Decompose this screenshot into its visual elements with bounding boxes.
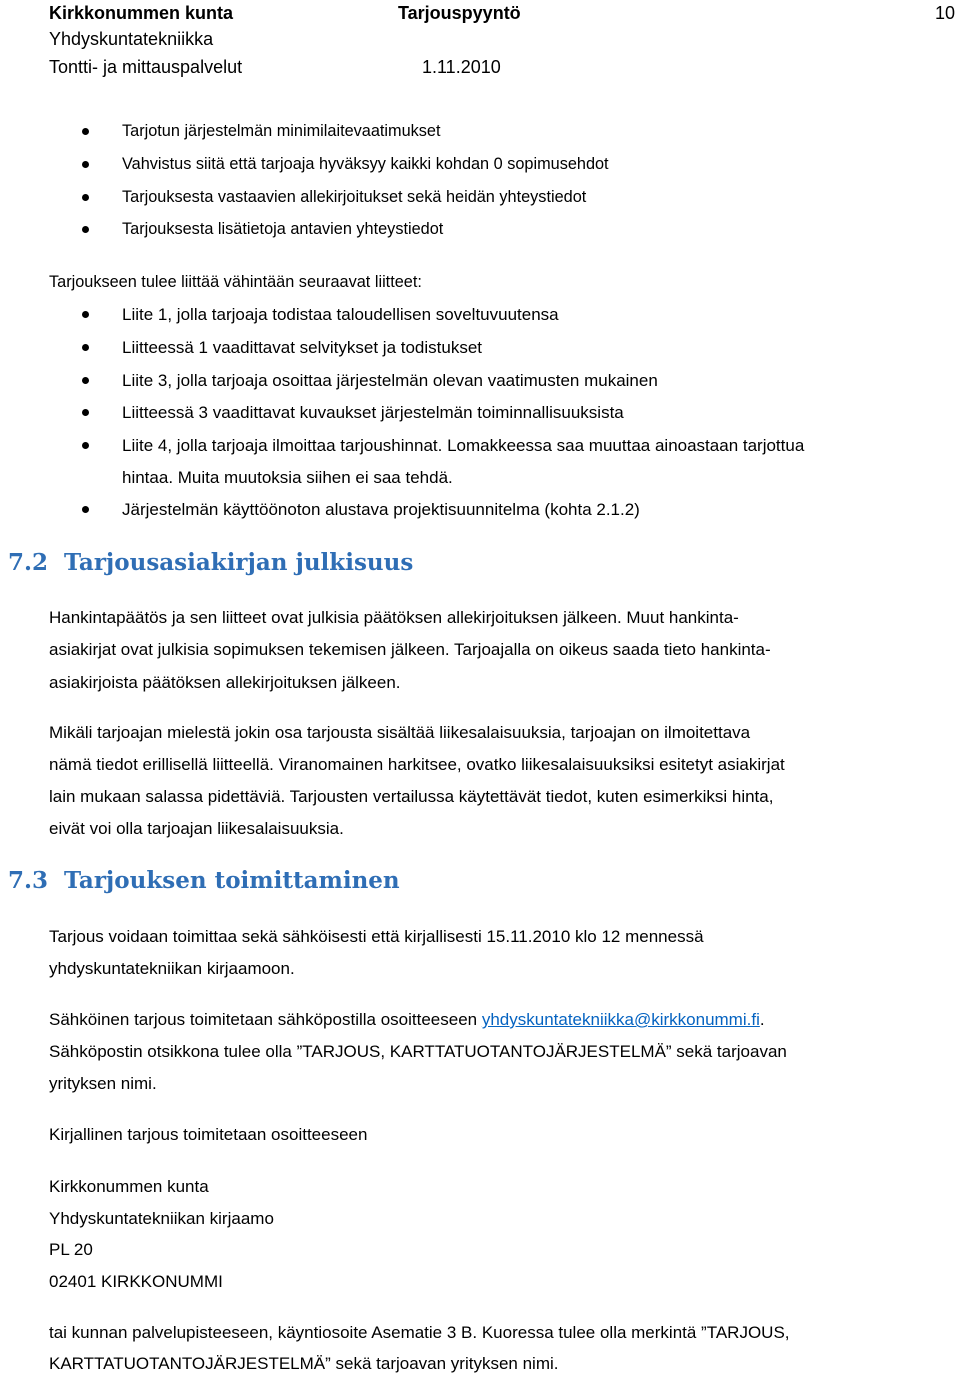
header-org: Kirkkonummen kunta — [49, 3, 234, 23]
paragraph-line: Mikäli tarjoajan mielestä jokin osa tarjousta sisältää liikesalaisuuksia, tarjoajan on ilmoitettava — [49, 723, 751, 742]
bullet-icon — [82, 226, 89, 233]
document-page: Kirkkonummen kunta Tarjouspyyntö 10 Yhdyskuntatekniikka Tontti- ja mittauspalvelut 1.11.2010 Tarjotun järjestelmän minimilaitevaatimukset Vahvistus siitä että tarjoaja hyväksyy kaikki kohdan 0 sopimusehdot Tarjouksesta vastaavien allekirjoitukset sekä heidän yhteystiedot Tarjouksesta lisätietoja antavien yhteystiedot Tarjoukseen tulee liittää vähintään seuraavat liitteet: Liite 1, jolla tarjoaja todistaa taloudellisen soveltuvuutensa Liitteessä 1 vaadittavat selvitykset ja todistukset Liite 3, jolla tarjoaja osoittaa järjestelmän olevan vaatimusten mukainen Liitteessä 3 vaadittavat kuvaukset järjestelmän toiminnallisuuksista Liite 4, jolla tarjoaja ilmoittaa tarjoushinnat. Lomakkeessa saa muuttaa ainoastaan tarjottua hintaa. Muita muutoksia siihen ei saa tehdä. Järjestelmän käyttöönoton alustava projektisuunnitelma (kohta 2.1.2) 7.2 Tarjousasiakirjan julkisuus Hankintapäätös ja sen liitteet ovat julkisia päätöksen allekirjoituksen jälkeen. Muut hankinta- asiakirjat ovat julkisia sopimuksen tekemisen jälkeen. Tarjoajalla on oikeus saada tieto hankinta- asiakirjoista päätöksen allekirjoituksen jälkeen. Mikäli tarjoajan mielestä jokin osa tarjousta sisältää liikesalaisuuksia, tarjoajan on ilmoitettava nämä tiedot erillisellä liitteellä. Viranomainen harkitsee, ovatko liikesalaisuuksiksi esitetyt asiakirjat lain mukaan salassa pidettäviä. Tarjousten vertailussa käytettävät tiedot, kuten esimerkiksi hinta, eivät voi olla tarjoajan liikesalaisuuksia. 7.3 Tarjouksen toimittaminen Tarjous voidaan toimittaa sekä sähköisesti että kirjallisesti 15.11.2010 klo 12 mennessä yhdyskuntatekniikan kirjaamoon. Sähköinen tarjous toimitetaan sähköpostilla osoitteeseen yhdyskuntatekniikka@kirkkonummi.fi. Sähköpostin otsikkona tulee olla ”TARJOUS, KARTTATUOTANTOJÄRJESTELMÄ” sekä tarjoavan yrityksen nimi. Kirjallinen tarjous toimitetaan osoitteeseen Kirkkonummen kunta Yhdyskuntatekniikan kirjaamo PL 20 02401 KIRKKONUMMI tai kunnan palvelupisteeseen, käyntiosoite Asematie 3 B. Kuoressa tulee olla merkintä ”TARJOUS, KARTTATUOTANTOJÄRJESTELMÄ” sekä tarjoavan yrityksen nimi. — [8, 3, 956, 1373]
paragraph-line: yhdyskuntatekniikan kirjaamoon. — [49, 959, 295, 978]
address-line: Yhdyskuntatekniikan kirjaamo — [49, 1209, 274, 1228]
section-heading-7-3: 7.3 Tarjouksen toimittaminen — [8, 867, 400, 894]
paragraph-line: asiakirjat ovat julkisia sopimuksen tekemisen jälkeen. Tarjoajalla on oikeus saada tieto hankinta- — [49, 640, 771, 659]
header-dept: Yhdyskuntatekniikka — [49, 29, 214, 49]
bullet-icon — [82, 442, 89, 449]
attachments-intro: Tarjoukseen tulee liittää vähintään seuraavat liitteet: — [49, 273, 422, 291]
paragraph-line: Hankintapäätös ja sen liitteet ovat julkisia päätöksen allekirjoituksen jälkeen. Muut hankinta- — [49, 608, 739, 627]
paragraph-line: Sähköinen tarjous toimitetaan sähköpostilla osoitteeseen yhdyskuntatekniikka@kirkkonummi.fi. — [49, 1010, 765, 1029]
bullet-icon — [82, 409, 89, 416]
paragraph-line: Sähköpostin otsikkona tulee olla ”TARJOUS, KARTTATUOTANTOJÄRJESTELMÄ” sekä tarjoavan — [49, 1042, 787, 1061]
address-line: Kirkkonummen kunta — [49, 1177, 209, 1196]
address-line: PL 20 — [49, 1240, 93, 1259]
bullet-icon — [82, 194, 89, 201]
section-heading-7-2: 7.2 Tarjousasiakirjan julkisuus — [8, 549, 414, 576]
paragraph-line: eivät voi olla tarjoajan liikesalaisuuksia. — [49, 819, 344, 838]
bullet-icon — [82, 161, 89, 168]
bullet-icon — [82, 377, 89, 384]
header-unit: Tontti- ja mittauspalvelut — [49, 57, 243, 77]
paragraph-line: asiakirjoista päätöksen allekirjoituksen jälkeen. — [49, 673, 401, 692]
header-page-number: 10 — [935, 3, 956, 23]
bullet-icon — [82, 344, 89, 351]
email-link[interactable]: yhdyskuntatekniikka@kirkkonummi.fi — [481, 1010, 760, 1029]
paragraph-line: nämä tiedot erillisellä liitteellä. Viranomainen harkitsee, ovatko liikesalaisuuksiksi esitetyt asiakirjat — [49, 755, 785, 774]
address-line: 02401 KIRKKONUMMI — [49, 1272, 223, 1291]
paragraph-line: lain mukaan salassa pidettäviä. Tarjousten vertailussa käytettävät tiedot, kuten esimerkiksi hinta, — [49, 787, 774, 806]
paragraph-line: KARTTATUOTANTOJÄRJESTELMÄ” sekä tarjoavan yrityksen nimi. — [49, 1354, 559, 1373]
paragraph-line: Kirjallinen tarjous toimitetaan osoitteeseen — [49, 1125, 368, 1144]
paragraph-line: Tarjous voidaan toimittaa sekä sähköisesti että kirjallisesti 15.11.2010 klo 12 mennessä — [49, 927, 704, 946]
paragraph-line: tai kunnan palvelupisteeseen, käyntiosoite Asematie 3 B. Kuoressa tulee olla merkintä ”TARJOUS, — [49, 1323, 790, 1342]
paragraph-line: yrityksen nimi. — [49, 1074, 157, 1093]
bullet-icon — [82, 128, 89, 135]
bullet-icon — [82, 311, 89, 318]
header-doc-type: Tarjouspyyntö — [398, 3, 521, 23]
header-date: 1.11.2010 — [422, 57, 501, 77]
bullet-icon — [82, 506, 89, 513]
